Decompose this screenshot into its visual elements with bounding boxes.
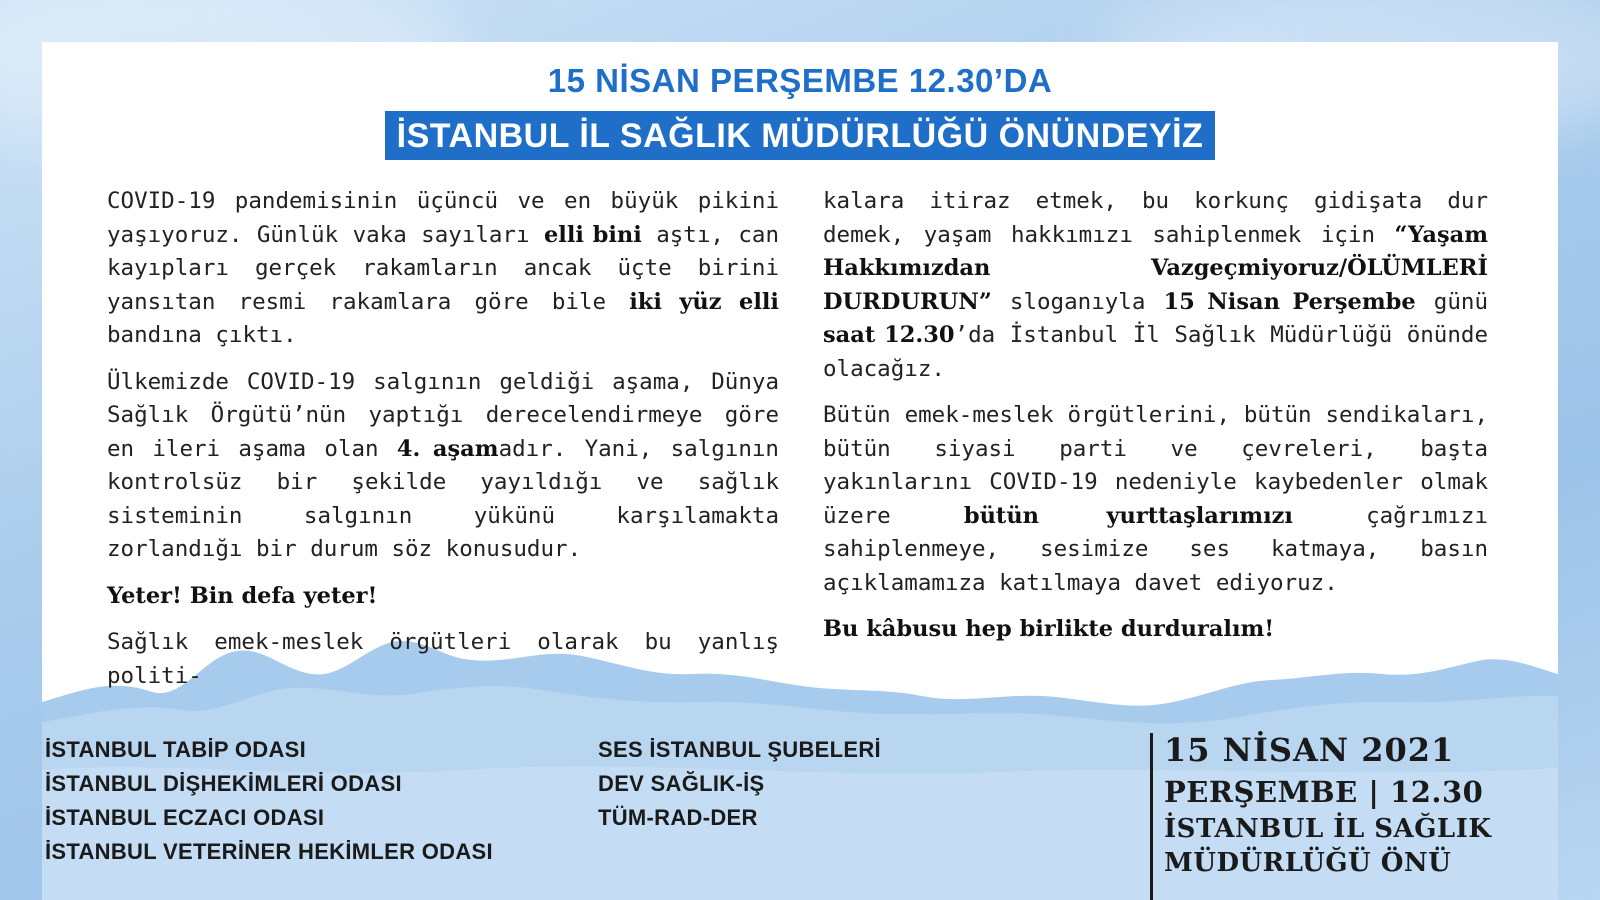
organization-name: İSTANBUL TABİP ODASI bbox=[45, 737, 307, 762]
text-column-right bbox=[823, 185, 1488, 660]
event-day-time: PERŞEMBE | 12.30 bbox=[1164, 775, 1484, 809]
event-place: İSTANBUL İL SAĞLIK bbox=[1164, 814, 1492, 844]
paragraph: COVID-19 pandemisinin üçüncü ve en büyük pikini yaşıyoruz. Günlük vaka sayıları elli bini aştı, can kayıpları gerçek rakamların ancak üçte birini yansıtan resmi rakamlara göre bile iki yüz elli bandına çıktı. bbox=[107, 188, 779, 348]
title-banner: İSTANBUL İL SAĞLIK MÜDÜRLÜĞÜ ÖNÜNDEYİZ bbox=[385, 111, 1216, 160]
organization-name: İSTANBUL DİŞHEKİMLERİ ODASI bbox=[45, 771, 402, 796]
organization-list-right bbox=[598, 733, 881, 835]
event-date: 15 NİSAN 2021 bbox=[1164, 731, 1455, 769]
organization-name: TÜM-RAD-DER bbox=[598, 805, 758, 830]
organization-name: İSTANBUL ECZACI ODASI bbox=[45, 805, 325, 830]
event-place: MÜDÜRLÜĞÜ ÖNÜ bbox=[1164, 848, 1452, 878]
text-column-left bbox=[107, 185, 779, 706]
organization-list-left bbox=[45, 733, 493, 869]
paragraph: Bütün emek-meslek örgütlerini, bütün sendikaları, bütün siyasi parti ve çevreleri, başta yakınlarını COVID-19 nedeniyle kaybedenler olmak üzere bütün yurttaşlarımızı çağrımızı sahiplenmeye, sesimize ses katmaya, basın açıklamamıza katılmaya davet ediyoruz. bbox=[823, 402, 1488, 596]
organization-name: İSTANBUL VETERİNER HEKİMLER ODASI bbox=[45, 839, 493, 864]
divider bbox=[1150, 733, 1153, 900]
organization-name: DEV SAĞLIK-İŞ bbox=[598, 771, 765, 796]
organization-name: SES İSTANBUL ŞUBELERİ bbox=[598, 737, 881, 762]
paragraph: kalara itiraz etmek, bu korkunç gidişata dur demek, yaşam hakkımızı sahiplenmek için “Yaşam Hakkımızdan Vazgeçmiyoruz/ÖLÜMLERİ DURDURUN” sloganıyla 15 Nisan Perşembe günü saat 12.30’da İstanbul İl Sağlık Müdürlüğü önünde olacağız. bbox=[823, 188, 1488, 382]
slogan: Yeter! Bin defa yeter! bbox=[107, 582, 378, 609]
closing-slogan: Bu kâbusu hep birlikte durduralım! bbox=[823, 616, 1275, 642]
event-info bbox=[1164, 728, 1491, 880]
paragraph: Ülkemizde COVID-19 salgının geldiği aşama, Dünya Sağlık Örgütü’nün yaptığı derecelendirmeye göre en ileri aşama olan 4. aşamadır. Yani, salgının kontrolsüz bir şekilde yayıldığı ve sağlık sisteminin salgının yükünü karşılamakta zorlandığı bir durum söz konusudur. bbox=[107, 368, 779, 562]
page-title: 15 NİSAN PERŞEMBE 12.30’DA bbox=[547, 62, 1053, 99]
paragraph: Sağlık emek-meslek örgütleri olarak bu yanlış politi- bbox=[107, 629, 779, 689]
